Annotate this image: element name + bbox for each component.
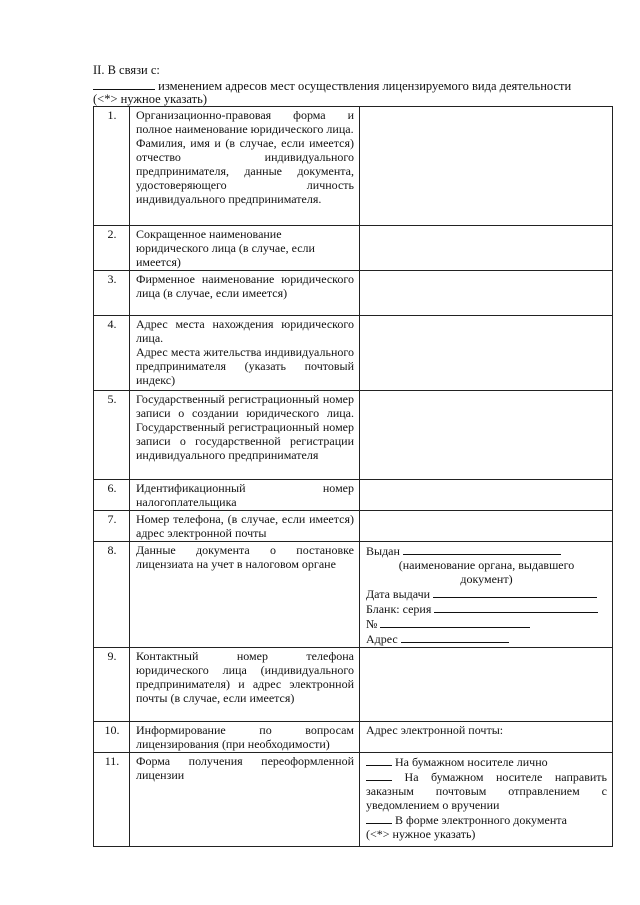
row-value-cell[interactable]: [360, 107, 613, 226]
label-paragraph: Идентификационный номер налогоплательщика: [136, 481, 354, 509]
row-number: 2.: [94, 226, 130, 271]
option-blank[interactable]: [366, 769, 392, 781]
intro-block: [93, 78, 571, 106]
table-row: [94, 226, 613, 271]
section-heading: II. В связи с:: [93, 63, 160, 77]
issued-by-line: [366, 543, 607, 558]
option-electronic[interactable]: [366, 812, 607, 827]
row-number: 11.: [94, 753, 130, 847]
intro-line-1: [93, 78, 571, 93]
email-cell[interactable]: [360, 722, 613, 753]
row-number: 9.: [94, 648, 130, 722]
row-value-cell[interactable]: [360, 391, 613, 480]
address-line: [366, 631, 607, 646]
table-row: [94, 271, 613, 316]
row-number: 3.: [94, 271, 130, 316]
table-row: [94, 107, 613, 226]
issue-date-label: Дата выдачи: [366, 587, 431, 601]
label-paragraph: Фирменное наименование юридического лица (в случае, если имеется): [136, 272, 354, 300]
issuer-hint-cont: документ): [460, 572, 513, 586]
row-label: [130, 316, 360, 391]
row-label: [130, 391, 360, 480]
row-label: [130, 480, 360, 511]
option-blank[interactable]: [366, 812, 392, 824]
intro-blank-line[interactable]: [93, 78, 155, 90]
table-row: [94, 480, 613, 511]
row-label: [130, 722, 360, 753]
row-number: 8.: [94, 542, 130, 648]
issue-date-line: [366, 586, 607, 601]
row-label: [130, 648, 360, 722]
row-value-cell[interactable]: [360, 480, 613, 511]
option-blank[interactable]: [366, 754, 392, 766]
number-label: №: [366, 617, 378, 631]
issued-by-field[interactable]: [403, 543, 561, 555]
row-label: [130, 511, 360, 542]
form-series-label: Бланк: серия: [366, 602, 432, 616]
row-value-cell[interactable]: [360, 316, 613, 391]
issuer-hint: (наименование органа, выдавшего: [398, 558, 575, 572]
option-paper-in-person[interactable]: [366, 754, 607, 769]
row-value-cell[interactable]: [360, 648, 613, 722]
label-paragraph: Номер телефона, (в случае, если имеется) адрес электронной почты: [136, 512, 354, 540]
option-label: На бумажном носителе направить заказным почтовым отправлением с уведомлением о вручении: [366, 770, 607, 812]
row-label: [130, 542, 360, 648]
label-paragraph: Контактный номер телефона юридического лица (индивидуального предпринимателя) и адрес электронной почты (в случае, если имеется): [136, 649, 354, 705]
address-label: Адрес: [366, 632, 398, 646]
table-row: [94, 542, 613, 648]
issue-date-field[interactable]: [433, 586, 597, 598]
license-delivery-cell: [360, 753, 613, 847]
row-number: 1.: [94, 107, 130, 226]
tax-document-cell: [360, 542, 613, 648]
option-label: На бумажном носителе лично: [395, 755, 548, 769]
label-paragraph: Фамилия, имя и (в случае, если имеется) отчество индивидуального предпринимателя, данные документа, удостоверяющего личность индивидуального предпринимателя.: [136, 136, 354, 206]
intro-line-2: (<*> нужное указать): [93, 92, 207, 106]
table-row: [94, 316, 613, 391]
form-series-field[interactable]: [434, 601, 598, 613]
label-paragraph: Форма получения переоформленной лицензии: [136, 754, 354, 782]
application-form-table: [93, 106, 613, 847]
table-row: [94, 648, 613, 722]
row-value-cell[interactable]: [360, 271, 613, 316]
row-label: [130, 271, 360, 316]
label-paragraph: Государственный регистрационный номер записи о создании юридического лица. Государственный регистрационный номер записи о государственной регистрации индивидуального предпринимателя: [136, 392, 354, 462]
number-line: [366, 616, 607, 631]
table-row: [94, 391, 613, 480]
number-field[interactable]: [380, 616, 530, 628]
label-paragraph: Информирование по вопросам лицензирования (при необходимости): [136, 723, 354, 751]
choose-note: (<*> нужное указать): [366, 827, 476, 841]
option-label: В форме электронного документа: [395, 813, 567, 827]
table-row: [94, 722, 613, 753]
label-paragraph: Адрес места жительства индивидуального предпринимателя (указать почтовый индекс): [136, 345, 354, 387]
address-field[interactable]: [401, 631, 509, 643]
table-row: [94, 511, 613, 542]
row-number: 6.: [94, 480, 130, 511]
issued-by-label: Выдан: [366, 544, 400, 558]
row-label: [130, 226, 360, 271]
row-number: 5.: [94, 391, 130, 480]
row-number: 7.: [94, 511, 130, 542]
email-label: Адрес электронной почты:: [366, 723, 504, 737]
row-number: 4.: [94, 316, 130, 391]
option-paper-by-mail[interactable]: [366, 769, 607, 812]
row-number: 10.: [94, 722, 130, 753]
intro-line-1-text: изменением адресов мест осуществления лицензируемого вида деятельности: [158, 79, 572, 93]
row-value-cell[interactable]: [360, 226, 613, 271]
row-value-cell[interactable]: [360, 511, 613, 542]
row-label: [130, 107, 360, 226]
label-paragraph: Данные документа о постановке лицензиата на учет в налоговом органе: [136, 543, 354, 571]
label-paragraph: Адрес места нахождения юридического лица.: [136, 317, 354, 345]
table-row: [94, 753, 613, 847]
label-paragraph: Сокращенное наименование юридического лица (в случае, если имеется): [136, 227, 315, 269]
label-paragraph: Организационно-правовая форма и полное наименование юридического лица.: [136, 108, 354, 136]
row-label: [130, 753, 360, 847]
form-series-line: [366, 601, 607, 616]
